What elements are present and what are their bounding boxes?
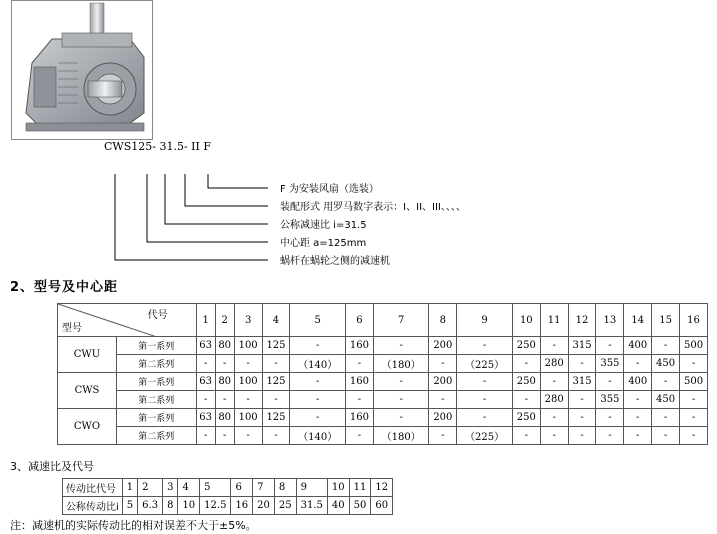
center-distance-cell: - [652,409,680,427]
nominal-ratio-row [63,497,393,515]
model-code: CWS125- 31.5- II F [104,140,211,153]
ratio-code-row [63,479,393,497]
center-distance-cell: - [512,427,540,445]
center-distance-cell: 400 [624,337,652,355]
code-header: 8 [429,304,457,337]
annotation-assembly: 装配形式 用罗马数字表示：I、II、III、、、、 [280,202,466,213]
ratio-code-cell: 7 [253,479,275,497]
center-distance-cell: 200 [429,373,457,391]
center-distance-cell: - [680,391,708,409]
center-distance-cell: 400 [624,373,652,391]
center-distance-cell: - [262,427,290,445]
table-row [58,427,708,445]
center-distance-cell: - [196,355,215,373]
nominal-ratio-cell: 6.3 [138,497,163,515]
center-distance-cell: - [234,391,262,409]
center-distance-cell: - [652,427,680,445]
center-distance-cell: - [624,355,652,373]
series-cell: 第一系列 [116,409,196,427]
center-distance-cell: - [373,391,429,409]
ratio-code-cell: 6 [231,479,253,497]
center-distance-cell: - [429,355,457,373]
nominal-ratio-cell: 40 [327,497,349,515]
center-distance-cell: - [568,409,596,427]
center-distance-cell: - [624,391,652,409]
center-distance-cell: 160 [346,373,374,391]
series-cell: 第二系列 [116,355,196,373]
center-distance-cell: 100 [234,373,262,391]
center-distance-cell: （225） [457,427,513,445]
center-distance-cell: - [215,391,234,409]
nominal-ratio-cell: 31.5 [296,497,327,515]
code-header: 6 [346,304,374,337]
annotation-worm-side: 蜗杆在蜗轮之侧的减速机 [280,256,390,267]
center-distance-cell: 200 [429,337,457,355]
center-distance-cell: 160 [346,409,374,427]
nominal-ratio-cell: 10 [178,497,200,515]
ratio-code-cell: 1 [122,479,137,497]
ratio-code-cell: 8 [274,479,296,497]
series-cell: 第二系列 [116,391,196,409]
code-header: 14 [624,304,652,337]
table-header-row [58,304,708,337]
center-distance-cell: 250 [512,373,540,391]
center-distance-cell: - [429,391,457,409]
center-distance-cell: 80 [215,409,234,427]
corner-header-cell [58,304,197,337]
nominal-ratio-cell: 20 [253,497,275,515]
ratio-code-cell: 9 [296,479,327,497]
ratio-code-cell: 2 [138,479,163,497]
code-header: 7 [373,304,429,337]
model-center-distance-table [57,303,708,445]
series-cell: 第一系列 [116,337,196,355]
corner-model-label: 型号 [62,323,82,334]
center-distance-cell: - [457,337,513,355]
model-group-cell: CWU [58,337,117,373]
ratio-code-cell: 11 [349,479,371,497]
ratio-code-table [62,478,393,515]
center-distance-cell: - [290,391,346,409]
center-distance-cell: - [596,373,624,391]
table-row [58,409,708,427]
center-distance-cell: 125 [262,337,290,355]
center-distance-cell: - [196,391,215,409]
section-2-title: 2、型号及中心距 [10,280,119,295]
center-distance-cell: 250 [512,337,540,355]
code-header: 5 [290,304,346,337]
annotation-fan: F 为安装风扇（选装） [280,184,379,195]
center-distance-cell: - [568,427,596,445]
model-group-cell: CWS [58,373,117,409]
center-distance-cell: - [568,355,596,373]
center-distance-cell: - [429,427,457,445]
code-header: 2 [215,304,234,337]
center-distance-cell: 450 [652,391,680,409]
code-header: 11 [540,304,568,337]
table-row [58,373,708,391]
center-distance-cell: - [540,337,568,355]
center-distance-cell: - [457,373,513,391]
center-distance-cell: （225） [457,355,513,373]
center-distance-cell: - [680,427,708,445]
center-distance-cell: - [373,409,429,427]
center-distance-cell: 280 [540,391,568,409]
center-distance-cell: - [624,409,652,427]
center-distance-cell: （180） [373,427,429,445]
center-distance-cell: - [290,373,346,391]
center-distance-cell: 125 [262,373,290,391]
model-group-cell: CWO [58,409,117,445]
section-3-title: 3、减速比及代号 [10,460,94,473]
nominal-ratio-cell: 16 [231,497,253,515]
center-distance-cell: - [680,409,708,427]
center-distance-cell: - [624,427,652,445]
center-distance-cell: - [596,337,624,355]
table-row [58,355,708,373]
center-distance-cell: 63 [196,409,215,427]
table-row [58,391,708,409]
center-distance-cell: 355 [596,355,624,373]
center-distance-cell: 100 [234,409,262,427]
center-distance-cell: 80 [215,373,234,391]
annotation-center-distance: 中心距 a=125mm [280,238,367,249]
center-distance-cell: - [680,355,708,373]
center-distance-cell: - [596,427,624,445]
code-header: 1 [196,304,215,337]
center-distance-cell: - [234,355,262,373]
center-distance-cell: 250 [512,409,540,427]
code-header: 16 [680,304,708,337]
center-distance-cell: - [652,337,680,355]
center-distance-cell: 450 [652,355,680,373]
ratio-code-cell: 3 [163,479,178,497]
center-distance-cell: - [262,391,290,409]
center-distance-cell: 100 [234,337,262,355]
center-distance-cell: - [540,373,568,391]
nominal-ratio-label: 公称传动比i [63,497,123,515]
ratio-code-cell: 5 [200,479,231,497]
ratio-code-label: 传动比代号 [63,479,123,497]
corner-code-label: 代号 [147,310,168,321]
center-distance-cell: - [457,409,513,427]
center-distance-cell: 125 [262,409,290,427]
series-cell: 第一系列 [116,373,196,391]
code-header: 4 [262,304,290,337]
center-distance-cell: - [512,355,540,373]
ratio-code-cell: 12 [371,479,393,497]
center-distance-cell: - [540,427,568,445]
ratio-code-cell: 10 [327,479,349,497]
center-distance-cell: 63 [196,373,215,391]
center-distance-cell: 500 [680,373,708,391]
code-header: 3 [234,304,262,337]
nominal-ratio-cell: 12.5 [200,497,231,515]
code-header: 12 [568,304,596,337]
center-distance-cell: - [215,355,234,373]
nominal-ratio-cell: 60 [371,497,393,515]
center-distance-cell: （140） [290,427,346,445]
center-distance-cell: - [373,373,429,391]
ratio-code-cell: 4 [178,479,200,497]
nominal-ratio-cell: 50 [349,497,371,515]
center-distance-cell: （140） [290,355,346,373]
code-header: 15 [652,304,680,337]
center-distance-cell: - [596,409,624,427]
footnote: 注：减速机的实际传动比的相对误差不大于±5%。 [10,519,257,532]
center-distance-cell: 315 [568,373,596,391]
center-distance-cell: 500 [680,337,708,355]
code-header: 9 [457,304,513,337]
center-distance-cell: - [373,337,429,355]
code-header: 13 [596,304,624,337]
center-distance-cell: - [196,427,215,445]
center-distance-cell: 63 [196,337,215,355]
center-distance-cell: - [457,391,513,409]
center-distance-cell: - [290,409,346,427]
table-row [58,337,708,355]
center-distance-cell: 80 [215,337,234,355]
center-distance-cell: - [568,391,596,409]
nominal-ratio-cell: 25 [274,497,296,515]
center-distance-cell: （180） [373,355,429,373]
center-distance-cell: 280 [540,355,568,373]
center-distance-cell: - [215,427,234,445]
center-distance-cell: 160 [346,337,374,355]
nominal-ratio-cell: 8 [163,497,178,515]
center-distance-cell: - [346,391,374,409]
center-distance-cell: - [262,355,290,373]
center-distance-cell: - [540,409,568,427]
annotation-ratio: 公称减速比 i=31.5 [280,220,367,231]
center-distance-cell: - [346,355,374,373]
code-header: 10 [512,304,540,337]
nominal-ratio-cell: 5 [122,497,137,515]
center-distance-cell: - [290,337,346,355]
center-distance-cell: - [512,391,540,409]
center-distance-cell: - [652,373,680,391]
center-distance-cell: 200 [429,409,457,427]
center-distance-cell: 355 [596,391,624,409]
center-distance-cell: - [234,427,262,445]
series-cell: 第二系列 [116,427,196,445]
center-distance-cell: 315 [568,337,596,355]
center-distance-cell: - [346,427,374,445]
